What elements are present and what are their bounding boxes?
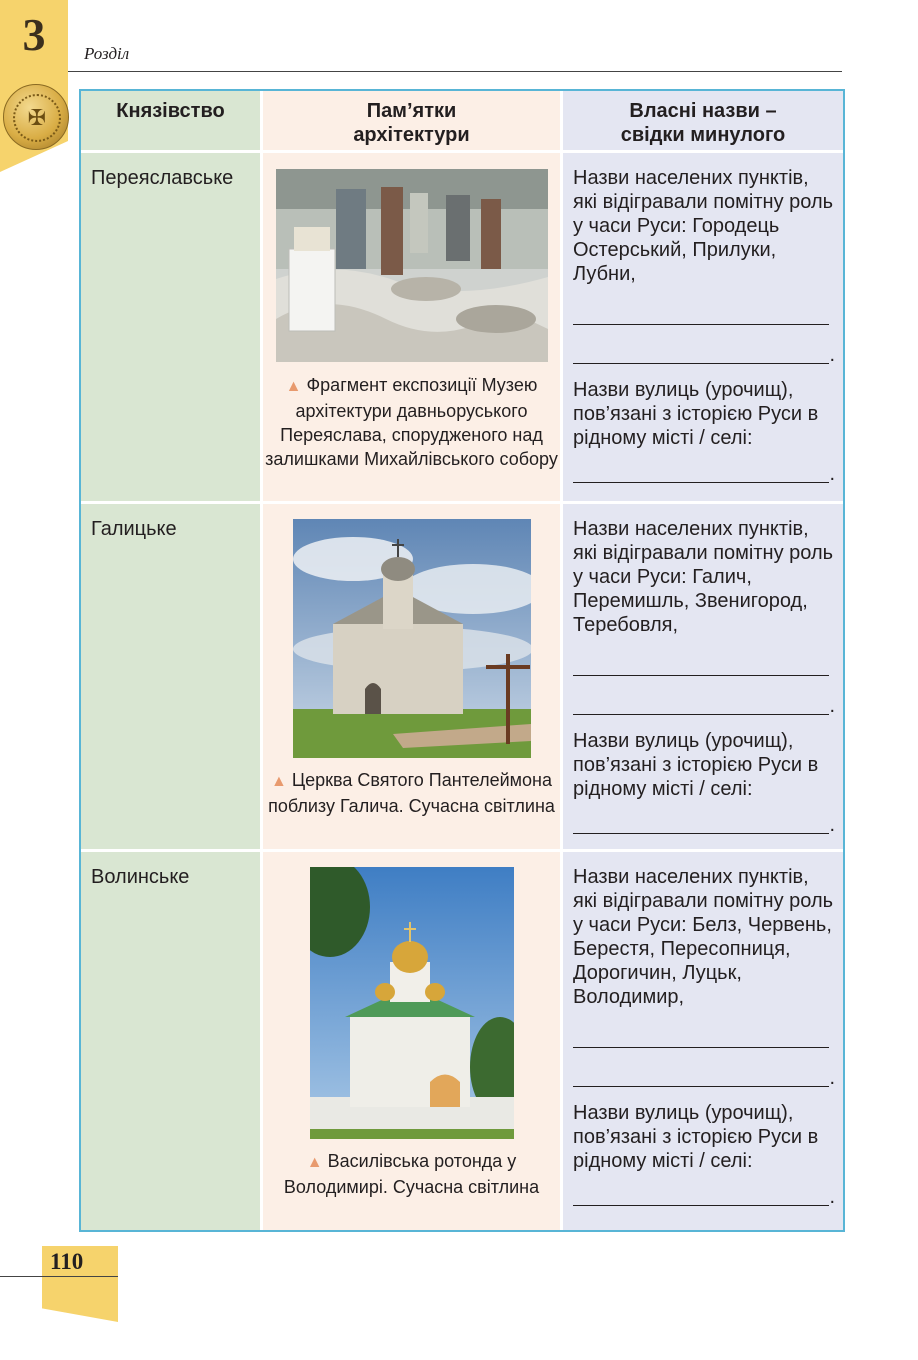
row-galicia-names [563,504,843,849]
settlements-text: Назви населених пунктів, які відігравали помітну роль у часи Руси: Белз, Червень, Берестя, Пересопниця, Дорогичин, Луцьк, Володимир, [573,866,834,1008]
row-volhynia-principality [81,852,260,1230]
fill-in-blank-line[interactable] [573,1023,829,1048]
principalities-table [79,89,845,1232]
principality-name: Переяславське [91,167,234,189]
fill-in-blank-line[interactable] [573,458,829,483]
rotunda-caption [263,1149,560,1199]
fill-in-blank-line[interactable] [573,300,829,325]
principality-name: Галицьке [91,518,177,540]
row-pereyaslav-monument [263,153,560,501]
streets-text: Назви вулиць (урочищ), пов’язані з історією Руси в рідному місті / селі: [573,730,819,800]
settlements-text: Назви населених пунктів, які відігравали помітну роль у часи Руси: Городець Остерський, Прилуки, Лубни, [573,167,834,285]
caption-text: Фрагмент експозиції Музею архітектури давньоруського Переяслава, спорудженого над залишками Михайлівського собору [265,375,558,469]
row-volhynia-monument [263,852,560,1230]
rotunda-photo [310,867,514,1139]
header-names: Власні назви – свідки минулого [563,91,843,150]
header-principality-label: Князівство [116,100,225,122]
section-label: Розділ [84,44,130,63]
chapter-number: 3 [22,9,46,60]
seal-icon: ✠ [3,84,69,150]
triangle-icon: ▲ [270,773,287,790]
header-monuments: Пам’ятки архітектури [263,91,560,150]
triangle-icon: ▲ [285,378,302,395]
footer-divider [0,1276,118,1277]
row-galicia-principality [81,504,260,849]
streets-text: Назви вулиць (урочищ), пов’язані з історією Руси в рідному місті / селі: [573,379,819,449]
fill-in-blank-line[interactable] [573,339,829,364]
fill-in-blank-line[interactable] [573,690,829,715]
fill-in-blank-line[interactable] [573,809,829,834]
row-pereyaslav-principality [81,153,260,501]
row-pereyaslav-names [563,153,843,501]
triangle-icon: ▲ [306,1154,323,1171]
fill-in-blank-line[interactable] [573,651,829,676]
church-photo [293,519,531,758]
fill-in-blank-line[interactable] [573,1181,829,1206]
church-caption [263,768,560,818]
caption-text: Церква Святого Пантелеймона поблизу Галича. Сучасна світлина [268,770,555,816]
caption-text: Василівська ротонда у Володимирі. Сучасна світлина [283,1151,540,1197]
page-number: 110 [50,1249,84,1274]
row-volhynia-names [563,852,843,1230]
museum-photo [276,169,548,362]
streets-text: Назви вулиць (урочищ), пов’язані з історією Руси в рідному місті / селі: [573,1102,819,1172]
museum-caption [263,373,560,471]
header-divider [68,71,842,72]
fill-in-blank-line[interactable] [573,1062,829,1087]
row-galicia-monument [263,504,560,849]
header-principality [81,91,260,150]
settlements-text: Назви населених пунктів, які відігравали помітну роль у часи Руси: Галич, Перемишль, Звенигород, Теребовля, [573,518,834,636]
principality-name: Волинське [91,866,190,888]
